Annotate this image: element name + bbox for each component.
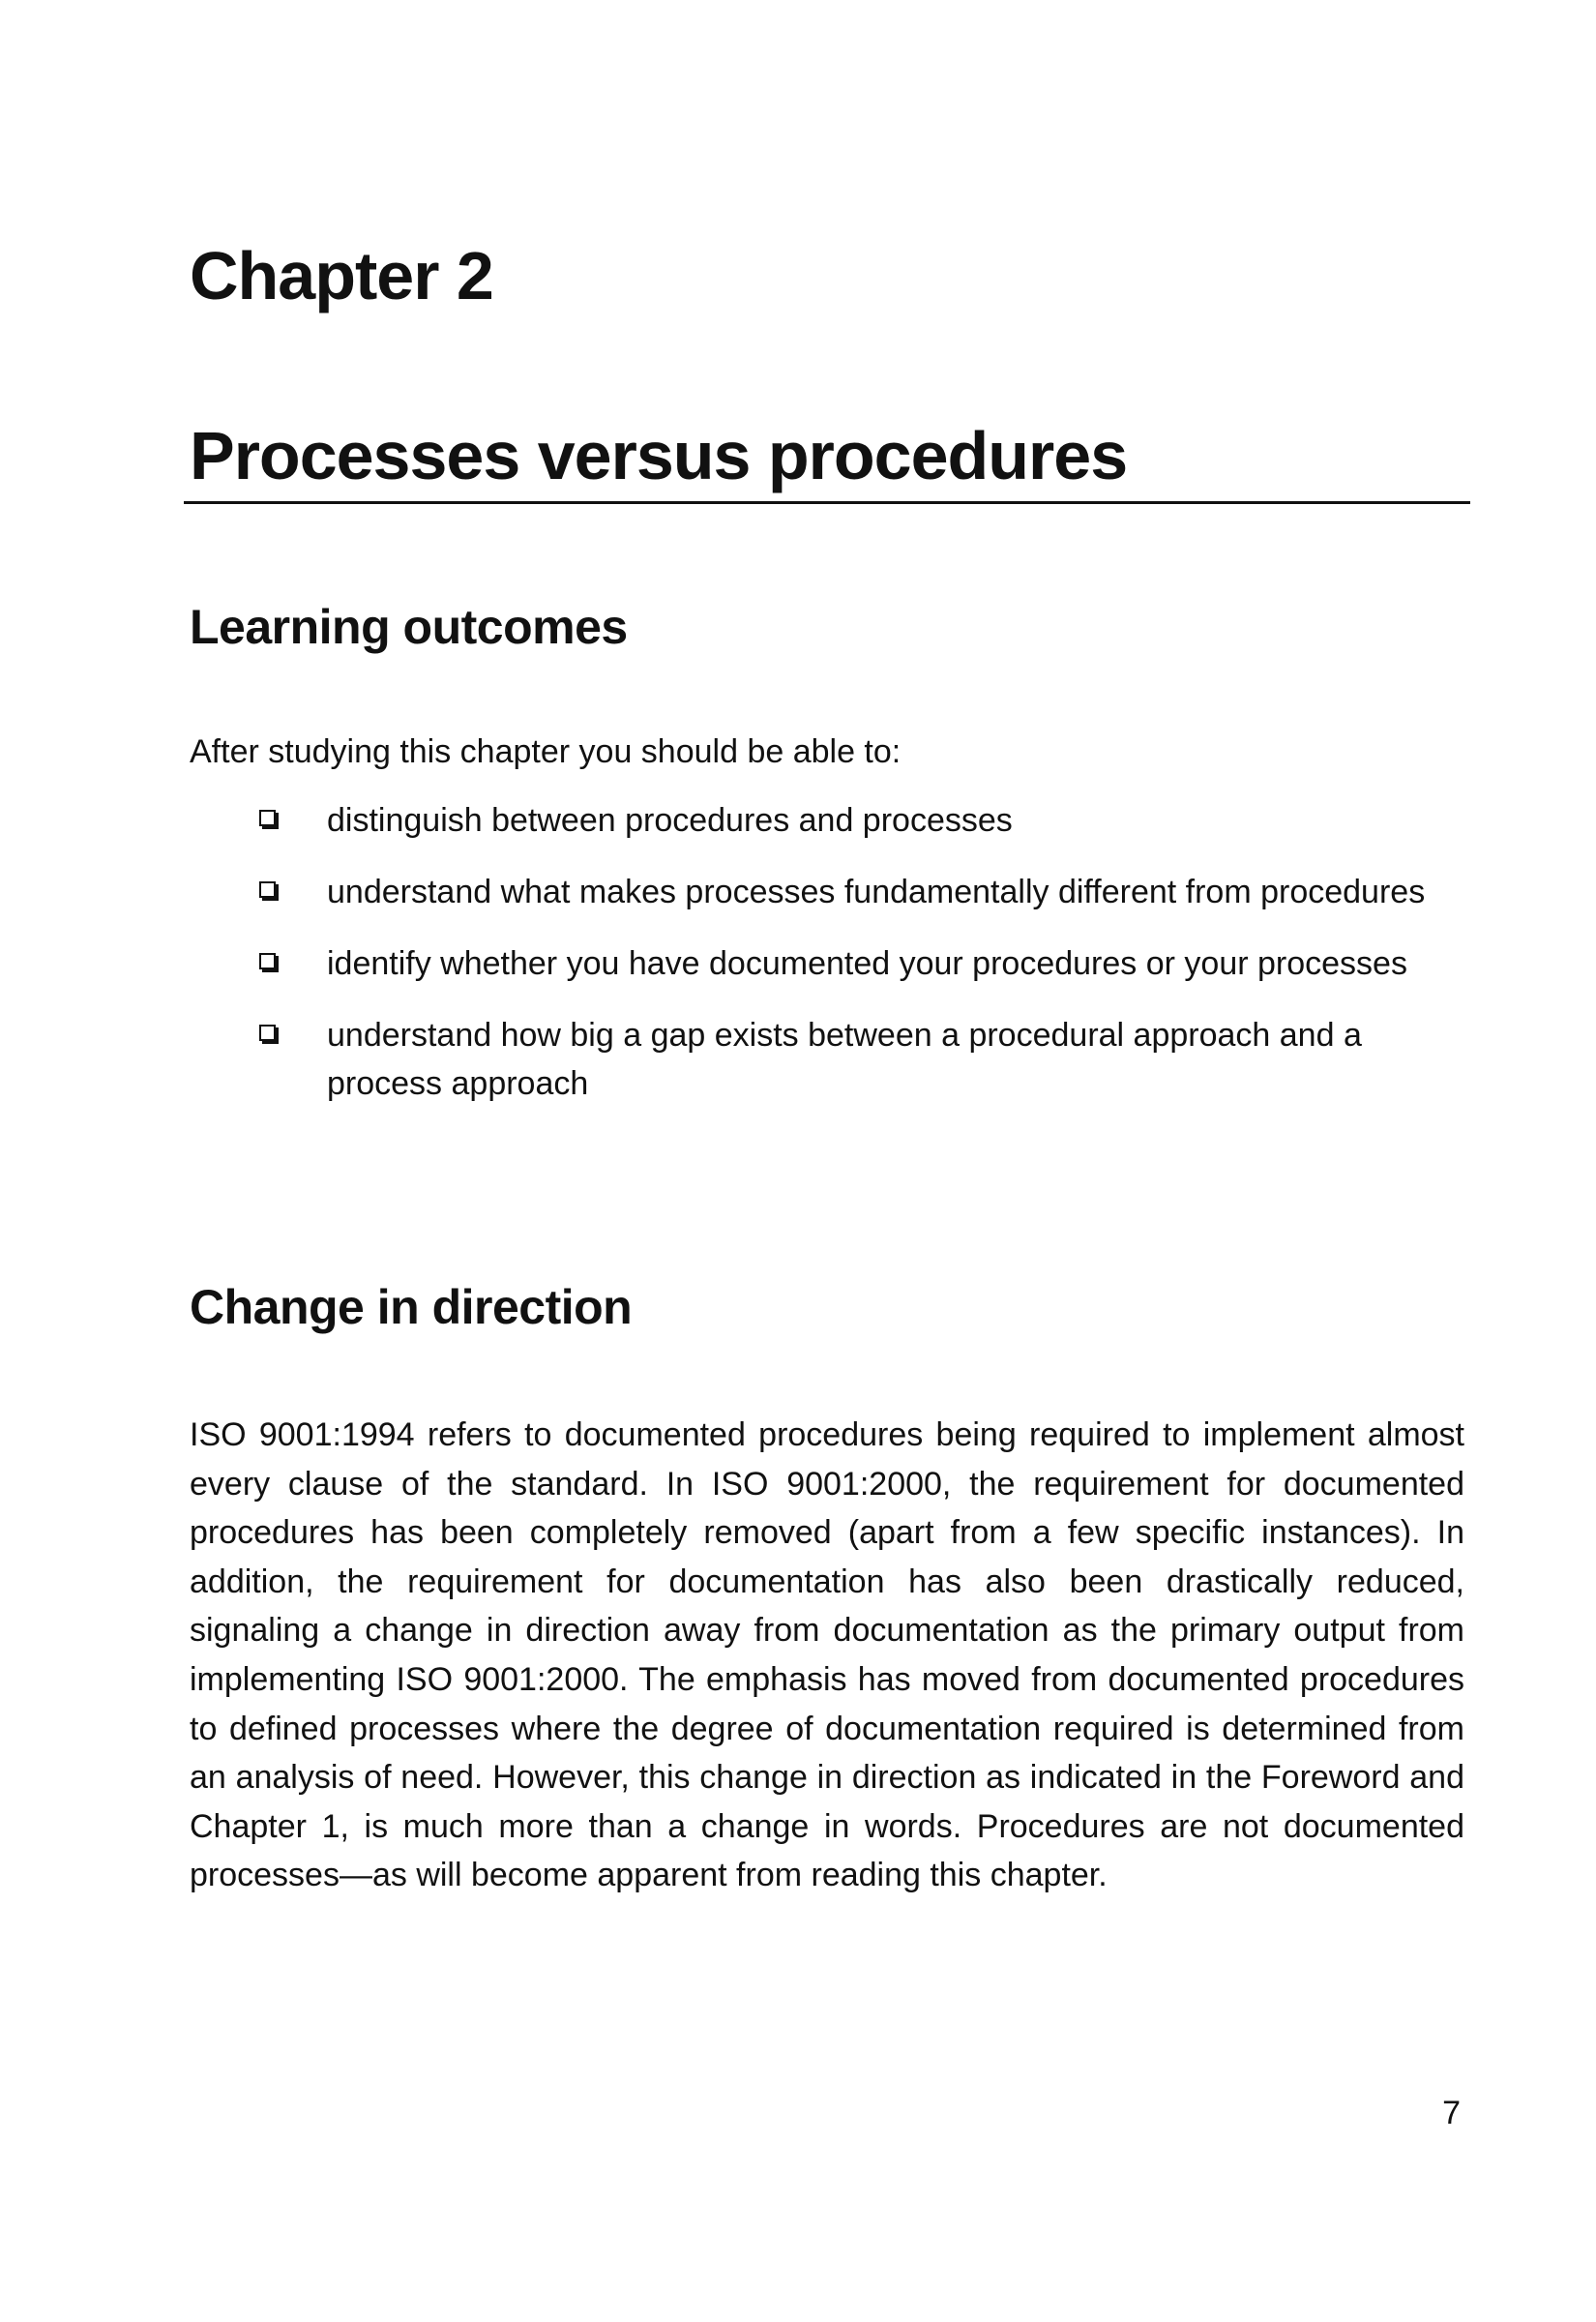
list-item [259,796,1470,845]
list-item [259,868,1470,916]
list-item [259,939,1470,988]
chapter-title: Processes versus procedures [190,418,1128,493]
title-underline-rule [184,501,1470,504]
list-item-text: understand what makes processes fundamentally different from procedures [327,874,1426,910]
list-item [259,1011,1470,1108]
learning-outcomes-heading: Learning outcomes [190,600,628,654]
list-item-text: identify whether you have documented your procedures or your processes [327,945,1407,982]
checkbox-bullet-icon [259,881,276,898]
list-item-text: understand how big a gap exists between a procedural approach and a process approach [327,1017,1362,1102]
page-number: 7 [1442,2095,1461,2131]
change-in-direction-paragraph: ISO 9001:1994 refers to documented procedures being required to implement almost every clause of the standard. In ISO 9001:2000, the requirement for documented procedures has been completely removed (apart from a few specific instances). In addition, the requirement for documentation has also been drastically reduced, signaling a change in direction away from documentation as the primary output from implementing ISO 9001:2000. The emphasis has moved from documented procedures to defined processes where the degree of documentation required is determined from an analysis of need. However, this change in direction as indicated in the Foreword and Chapter 1, is much more than a change in words. Procedures are not documented processes—as will become apparent from reading this chapter. [190,1416,1464,1894]
checkbox-bullet-icon [259,1025,276,1041]
list-item-text: distinguish between procedures and processes [327,802,1013,839]
change-in-direction-heading: Change in direction [190,1280,633,1334]
chapter-label: Chapter 2 [190,238,493,313]
checkbox-bullet-icon [259,810,276,826]
checkbox-bullet-icon [259,953,276,969]
learning-outcomes-list [259,796,1470,1131]
learning-outcomes-intro: After studying this chapter you should be able to: [190,733,901,770]
